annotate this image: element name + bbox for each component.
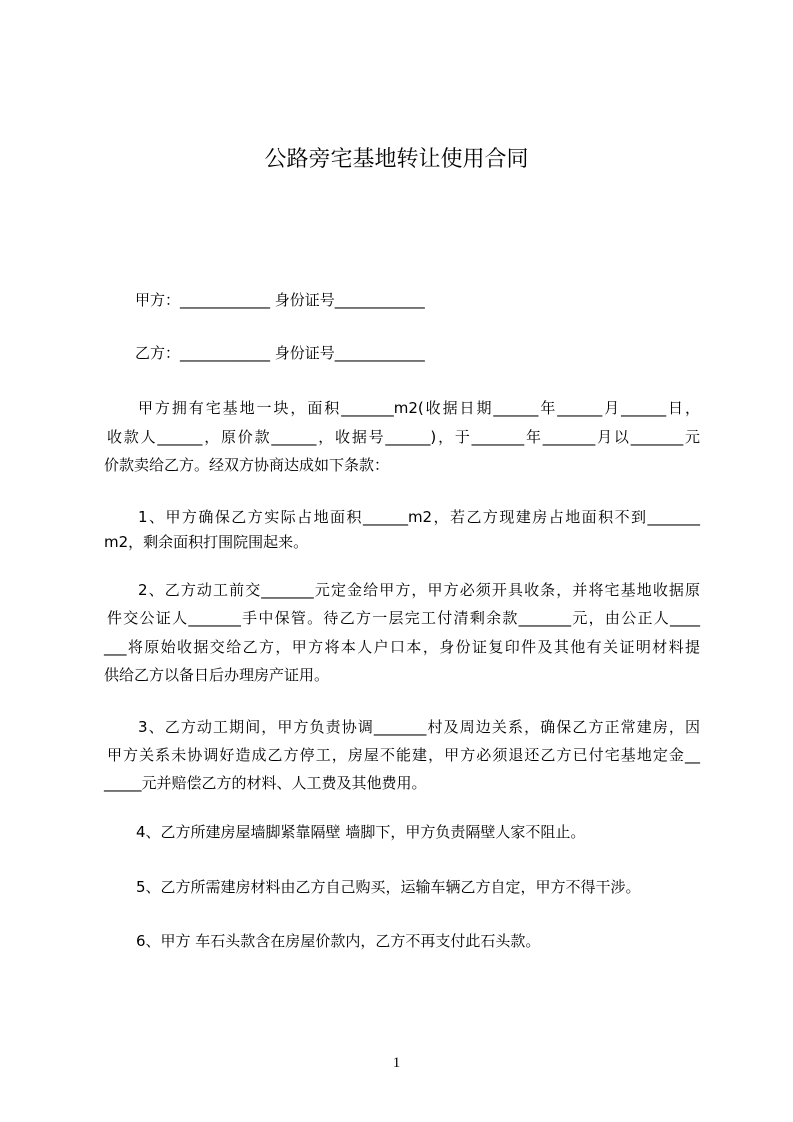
clause-1-line: m2，剩余面积打围院围起来。 [104, 533, 309, 551]
party-a-line: 甲方：____________ 身份证号____________ [135, 291, 425, 309]
intro-line: 甲方拥有宅基地一块，面积_______m2(收据日期______年______月______日， [138, 399, 700, 417]
clause-2-line: 2、乙方动工前交_______元定金给甲方，甲方必须开具收条，并将宅基地收据原 [138, 581, 700, 599]
clause-5: 5、乙方所需建房材料由乙方自己购买，运输车辆乙方自定，甲方不得干涉。 [136, 878, 641, 896]
clause-2-line: 件交公证人_______手中保管。待乙方一层完工付清剩余款_______元，由公正人____ [107, 609, 700, 627]
clause-3-line: _____元并赔偿乙方的材料、人工费及其他费用。 [104, 774, 427, 792]
party-b-line: 乙方：____________ 身份证号____________ [135, 344, 425, 362]
clause-3-line: 3、乙方动工期间，甲方负责协调_______村及周边关系，确保乙方正常建房，因 [138, 718, 700, 736]
document-title: 公路旁宅基地转让使用合同 [264, 147, 529, 172]
clause-4: 4、乙方所建房屋墙脚紧靠隔壁 墙脚下，甲方负责隔壁人家不阻止。 [136, 823, 586, 841]
clause-2-line: ___将原始收据交给乙方，甲方将本人户口本，身份证复印件及其他有关证明材料提 [104, 638, 700, 656]
clause-6: 6、甲方 车石头款含在房屋价款内，乙方不再支付此石头款。 [136, 932, 541, 950]
clause-2-line: 供给乙方以备日后办理房产证用。 [104, 666, 330, 684]
intro-line: 收款人______，原价款______，收据号______)，于_______年_______月以_______元 [107, 428, 700, 446]
page-number: 1 [392, 1055, 401, 1071]
clause-1-line: 1、甲方确保乙方实际占地面积______m2，若乙方现建房占地面积不到_______ [138, 508, 700, 526]
intro-line: 价款卖给乙方。经双方协商达成如下条款： [104, 456, 390, 474]
clause-3-line: 甲方关系未协调好造成乙方停工，房屋不能建，甲方必须退还乙方已付宅基地定金__ [107, 746, 700, 764]
